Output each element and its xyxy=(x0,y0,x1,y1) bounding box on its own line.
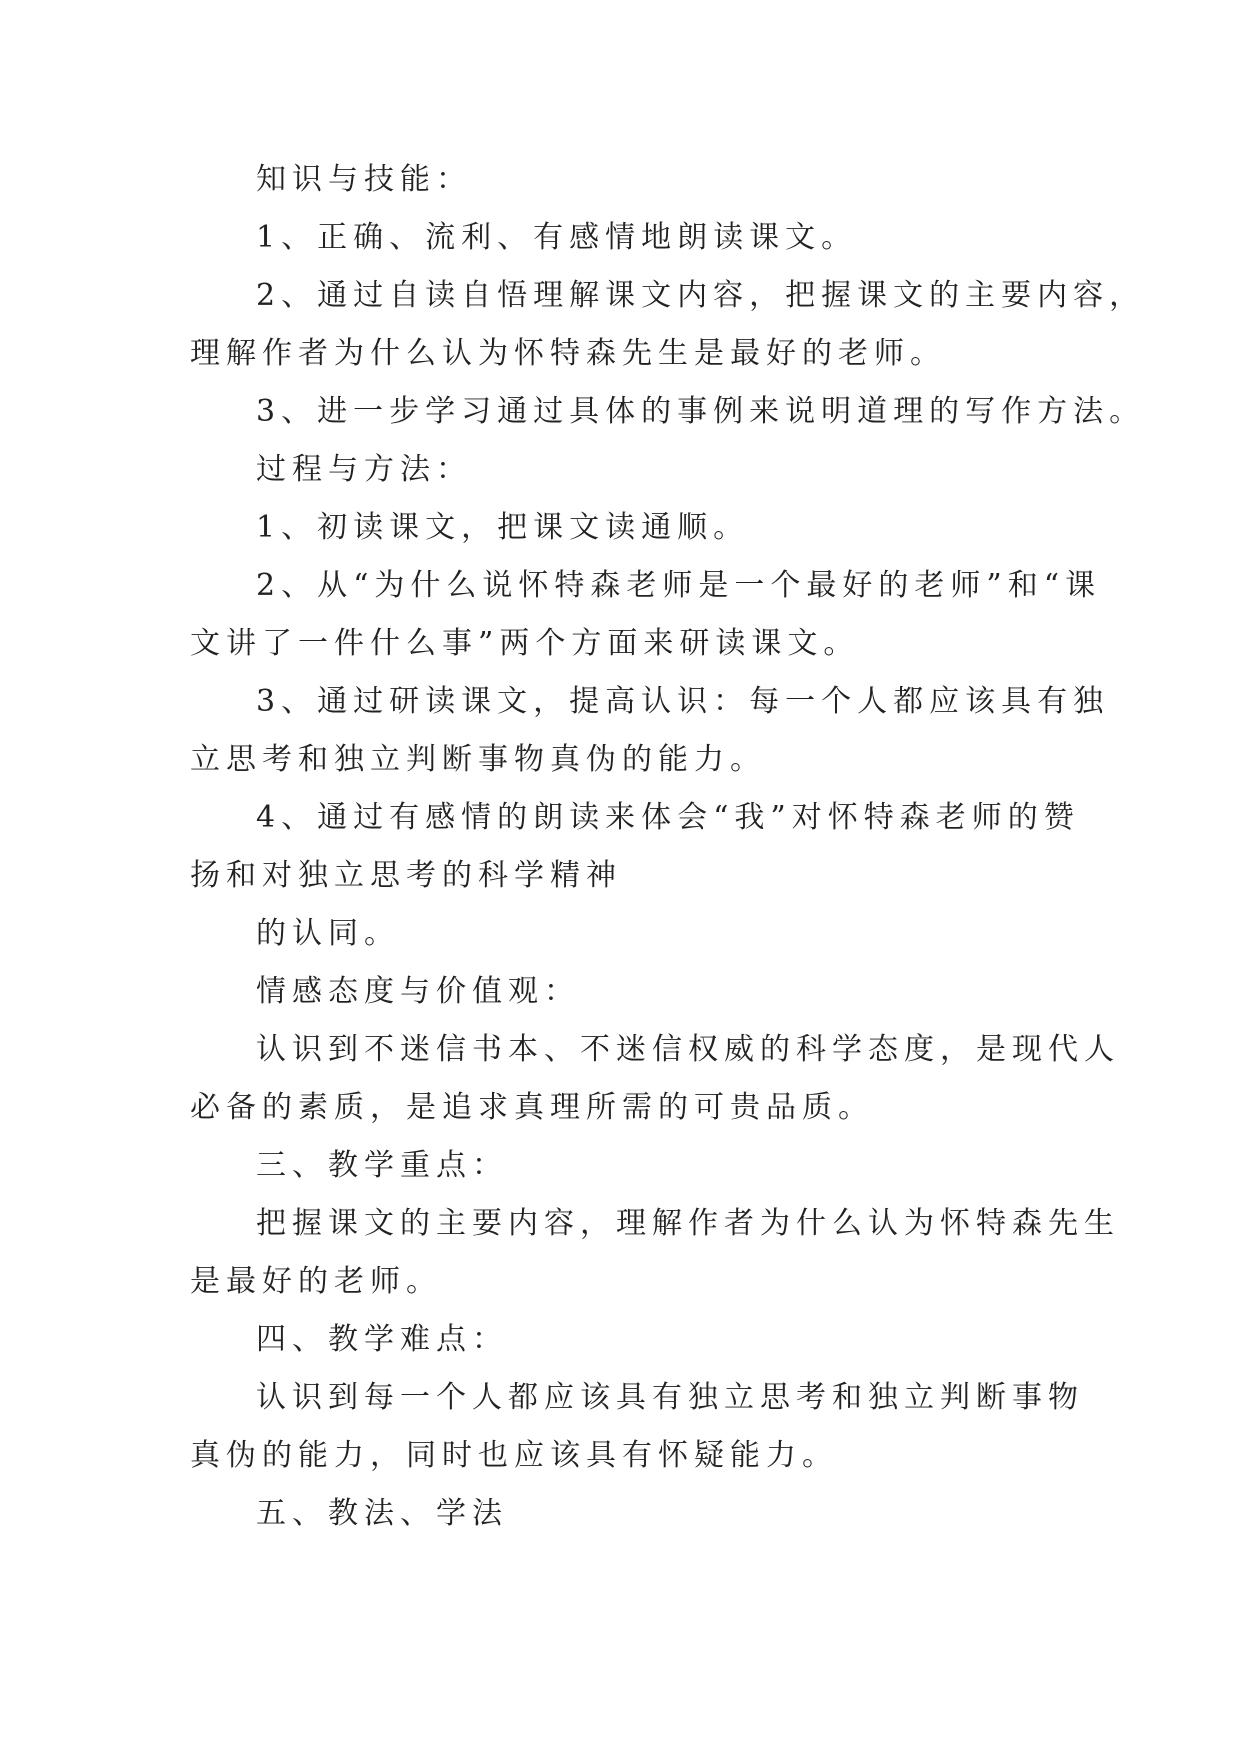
heading-emotion-values: 情感态度与价值观： xyxy=(256,974,580,1009)
paragraph-line: 是最好的老师。 xyxy=(190,1264,442,1299)
paragraph-line: 2、从“为什么说怀特森老师是一个最好的老师”和“课 xyxy=(256,568,1102,603)
heading-teaching-methods: 五、教法、学法 xyxy=(256,1496,508,1531)
paragraph-line: 3、通过研读课文，提高认识：每一个人都应该具有独 xyxy=(256,684,1110,719)
paragraph-line: 认识到每一个人都应该具有独立思考和独立判断事物 xyxy=(256,1380,1084,1415)
paragraph-line: 3、进一步学习通过具体的事例来说明道理的写作方法。 xyxy=(256,394,1146,429)
paragraph-line: 认识到不迷信书本、不迷信权威的科学态度，是现代人 xyxy=(256,1032,1120,1067)
document-body xyxy=(190,160,1146,1533)
paragraph-line: 1、正确、流利、有感情地朗读课文。 xyxy=(256,220,858,255)
heading-process-methods: 过程与方法： xyxy=(256,452,472,487)
paragraph-line: 1、初读课文，把课文读通顺。 xyxy=(256,510,750,545)
paragraph-line: 立思考和独立判断事物真伪的能力。 xyxy=(190,742,766,777)
paragraph-line: 的认同。 xyxy=(256,916,400,951)
heading-teaching-focus: 三、教学重点： xyxy=(256,1148,508,1183)
paragraph-line: 必备的素质，是追求真理所需的可贵品质。 xyxy=(190,1090,874,1125)
paragraph-line: 2、通过自读自悟理解课文内容，把握课文的主要内容， xyxy=(256,278,1146,313)
paragraph-line: 文讲了一件什么事”两个方面来研读课文。 xyxy=(190,626,860,661)
paragraph-line: 把握课文的主要内容，理解作者为什么认为怀特森先生 xyxy=(256,1206,1120,1241)
paragraph-line: 扬和对独立思考的科学精神 xyxy=(190,858,622,893)
paragraph-line: 理解作者为什么认为怀特森先生是最好的老师。 xyxy=(190,336,946,371)
heading-teaching-difficulty: 四、教学难点： xyxy=(256,1322,508,1357)
heading-knowledge-skills: 知识与技能： xyxy=(256,162,472,197)
paragraph-line: 4、通过有感情的朗读来体会“我”对怀特森老师的赞 xyxy=(256,800,1080,835)
paragraph-line: 真伪的能力，同时也应该具有怀疑能力。 xyxy=(190,1438,838,1473)
